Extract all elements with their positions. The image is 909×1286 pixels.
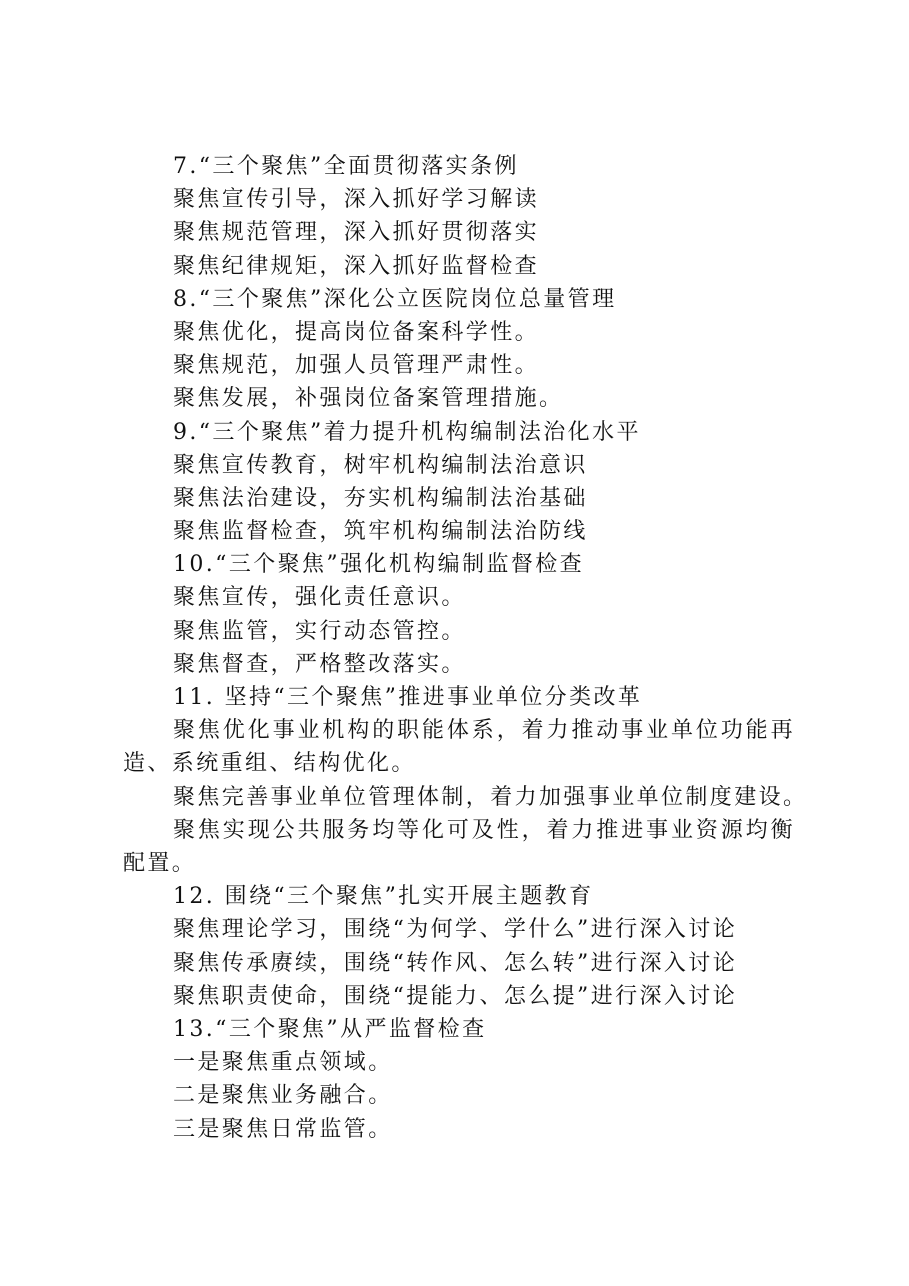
section-item: 聚焦宣传，强化责任意识。	[173, 585, 466, 611]
section-10	[123, 548, 795, 681]
section-11	[123, 681, 808, 880]
section-item: 聚焦宣传引导，深入抓好学习解读	[173, 187, 540, 213]
section-item: 聚焦职责使命，围绕“提能力、怎么提”进行深入讨论	[173, 983, 738, 1009]
section-heading: 12. 围绕“三个聚焦”扎实开展主题教育	[173, 884, 594, 910]
section-item: 一是聚焦重点领域。	[173, 1050, 393, 1076]
section-item: 聚焦督查，严格整改落实。	[173, 651, 466, 677]
section-item: 聚焦发展，补强岗位备案管理措施。	[173, 386, 564, 412]
section-item: 二是聚焦业务融合。	[173, 1083, 393, 1109]
section-7	[123, 150, 795, 283]
section-item: 三是聚焦日常监管。	[173, 1116, 393, 1142]
section-12	[123, 880, 795, 1013]
section-item: 聚焦完善事业单位管理体制，着力加强事业单位制度建设。	[173, 784, 808, 810]
section-9	[123, 416, 795, 549]
section-item: 聚焦法治建设，夯实机构编制法治基础	[173, 485, 588, 511]
section-item: 聚焦规范，加强人员管理严肃性。	[173, 353, 540, 379]
section-item: 聚焦理论学习，围绕“为何学、学什么”进行深入讨论	[173, 917, 738, 943]
section-paragraph: 聚焦实现公共服务均等化可及性，着力推进事业资源均衡配置。	[123, 817, 795, 876]
section-item: 聚焦监管，实行动态管控。	[173, 618, 466, 644]
section-heading: 8.“三个聚焦”深化公立医院岗位总量管理	[173, 286, 617, 312]
section-heading: 9.“三个聚焦”着力提升机构编制法治化水平	[173, 419, 641, 445]
section-item: 聚焦优化，提高岗位备案科学性。	[173, 319, 540, 345]
section-heading: 10.“三个聚焦”强化机构编制监督检查	[173, 552, 585, 578]
section-8	[123, 283, 795, 416]
section-item: 聚焦传承赓续，围绕“转作风、怎么转”进行深入讨论	[173, 950, 738, 976]
section-item: 聚焦规范管理，深入抓好贯彻落实	[173, 220, 540, 246]
section-heading: 13.“三个聚焦”从严监督检查	[173, 1016, 487, 1042]
document-body	[123, 150, 808, 1146]
section-item: 聚焦宣传教育，树牢机构编制法治意识	[173, 452, 588, 478]
section-heading: 7.“三个聚焦”全面贯彻落实条例	[173, 154, 519, 179]
section-item: 聚焦纪律规矩，深入抓好监督检查	[173, 253, 540, 279]
section-heading: 11. 坚持“三个聚焦”推进事业单位分类改革	[173, 685, 643, 710]
section-item: 聚焦监督检查，筑牢机构编制法治防线	[173, 519, 588, 545]
section-13	[123, 1013, 795, 1146]
section-paragraph: 聚焦优化事业机构的职能体系，着力推动事业单位功能再造、系统重组、结构优化。	[123, 718, 795, 777]
